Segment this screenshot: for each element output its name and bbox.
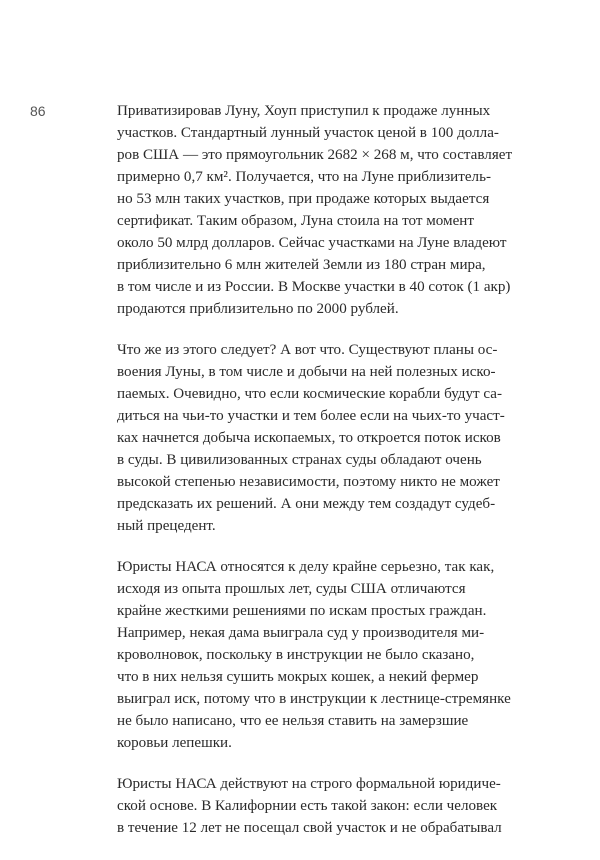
text-line: исходя из опыта прошлых лет, суды США отличаются <box>117 581 466 597</box>
text-line: но 53 млн таких участков, при продаже которых выдается <box>117 191 490 207</box>
paragraph-3 <box>117 556 527 754</box>
text-line: диться на чьи-то участки и тем более если на чьих-то участ- <box>117 408 505 424</box>
text-line: воения Луны, в том числе и добычи на ней полезных иско- <box>117 364 496 380</box>
text-line: выиграл иск, потому что в инструкции к лестнице-стремянке <box>117 691 511 707</box>
text-line: Юристы НАСА относятся к делу крайне серьезно, так как, <box>117 559 495 575</box>
text-line: Приватизировав Луну, Хоуп приступил к продаже лунных <box>117 103 491 119</box>
text-line: кроволновок, поскольку в инструкции не было сказано, <box>117 647 475 663</box>
paragraph-4 <box>117 773 527 839</box>
text-line: примерно 0,7 км². Получается, что на Луне приблизитель- <box>117 169 491 185</box>
text-line: в течение 12 лет не посещал свой участок и не обрабатывал <box>117 820 502 836</box>
text-line: крайне жесткими решениями по искам простых граждан. <box>117 603 487 619</box>
text-line: высокой степенью независимости, поэтому никто не может <box>117 474 500 490</box>
text-line: приблизительно 6 млн жителей Земли из 180 стран мира, <box>117 257 486 273</box>
text-column <box>117 100 527 858</box>
text-line: Юристы НАСА действуют на строго формальной юридиче- <box>117 776 501 792</box>
text-line: предсказать их решений. А они между тем создадут судеб- <box>117 496 496 512</box>
text-line: паемых. Очевидно, что если космические корабли будут са- <box>117 386 502 402</box>
text-line: Что же из этого следует? А вот что. Существуют планы ос- <box>117 342 498 358</box>
text-line: сертификат. Таким образом, Луна стоила на тот момент <box>117 213 474 229</box>
text-line: в суды. В цивилизованных странах суды обладают очень <box>117 452 482 468</box>
text-line: участков. Стандартный лунный участок ценой в 100 долла- <box>117 125 499 141</box>
page-number: 86 <box>30 103 46 119</box>
text-line: ской основе. В Калифорнии есть такой закон: если человек <box>117 798 498 814</box>
text-line: что в них нельзя сушить мокрых кошек, а некий фермер <box>117 669 479 685</box>
paragraph-2 <box>117 339 527 537</box>
text-line: около 50 млрд долларов. Сейчас участками на Луне владеют <box>117 235 507 251</box>
text-line: ках начнется добыча ископаемых, то откроется поток исков <box>117 430 501 446</box>
text-line: коровьи лепешки. <box>117 735 232 751</box>
text-line: продаются приблизительно по 2000 рублей. <box>117 301 399 317</box>
text-line: не было написано, что ее нельзя ставить на замерзшие <box>117 713 469 729</box>
text-line: ров США — это прямоугольник 2682 × 268 м, что составляет <box>117 147 513 163</box>
text-line: ный прецедент. <box>117 518 216 534</box>
text-line: Например, некая дама выиграла суд у производителя ми- <box>117 625 485 641</box>
text-line: в том числе и из России. В Москве участки в 40 соток (1 акр) <box>117 279 511 295</box>
paragraph-1 <box>117 100 527 320</box>
